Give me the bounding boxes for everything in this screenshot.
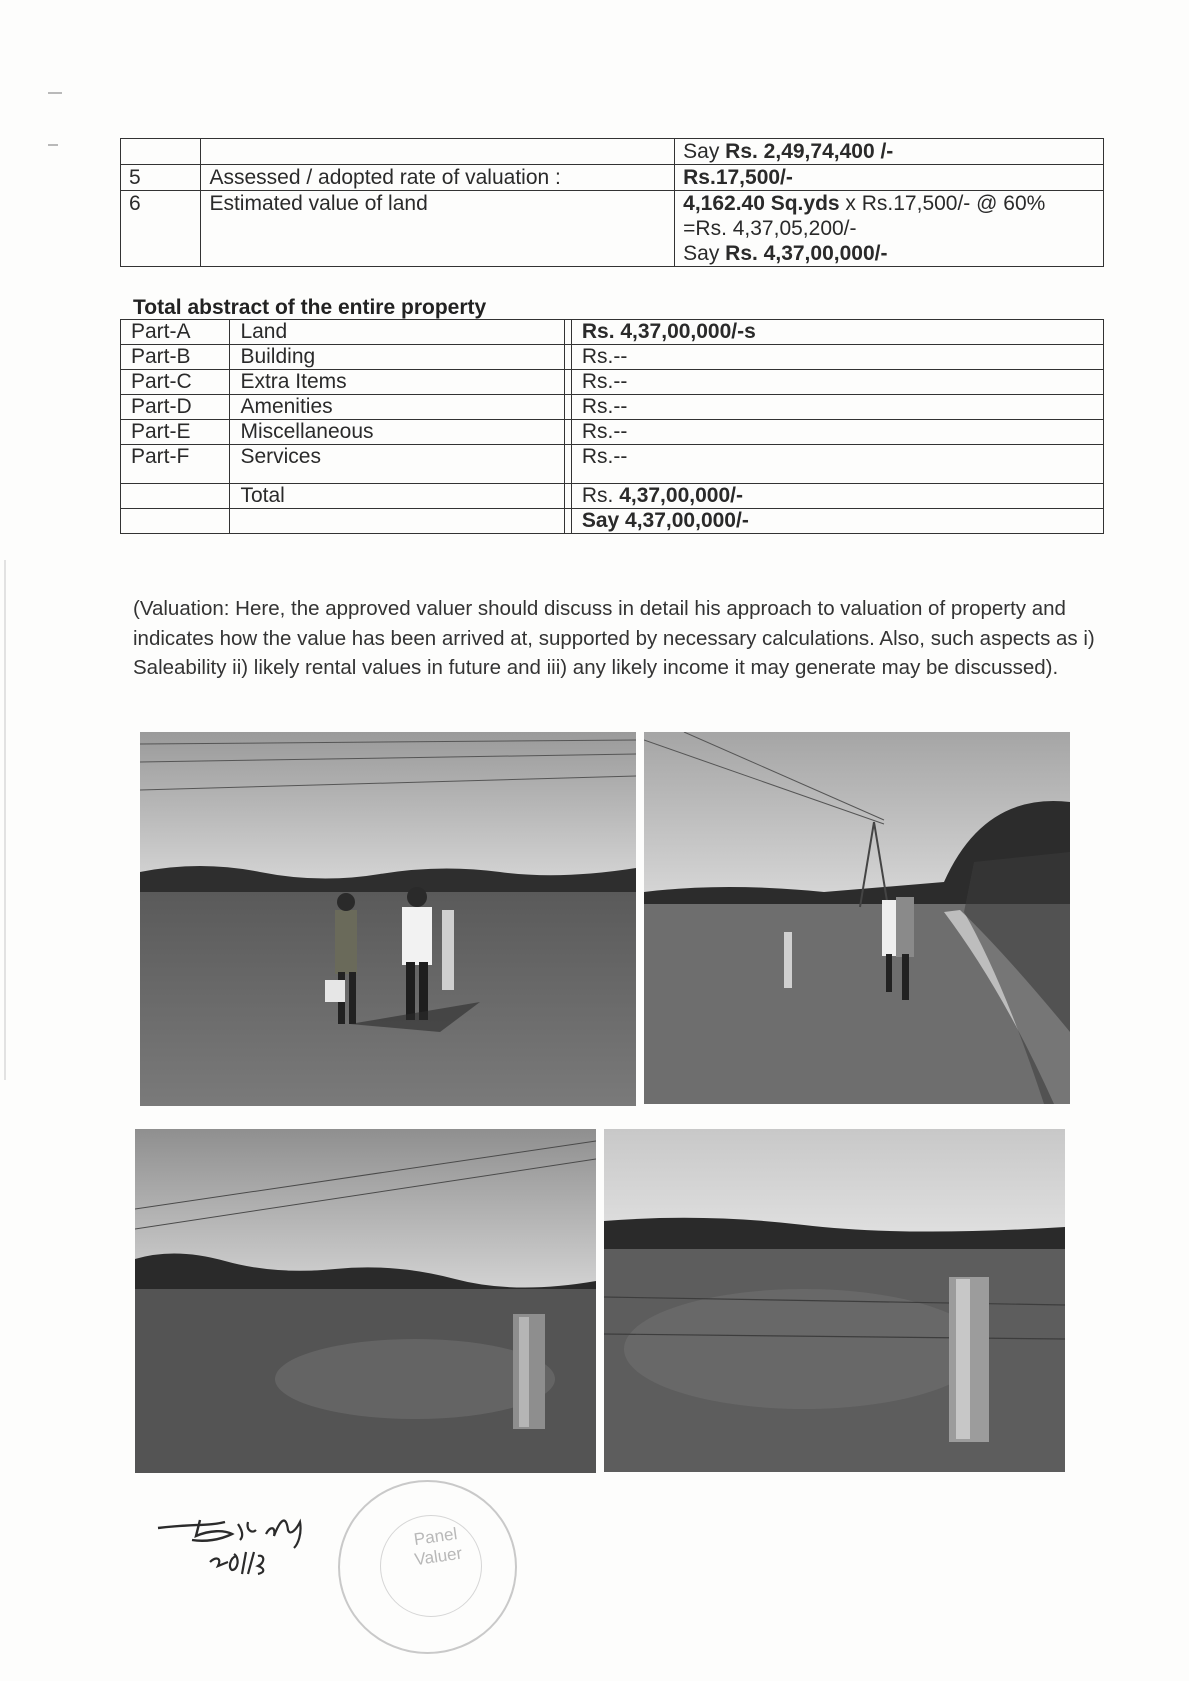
- total-label: Total: [230, 484, 565, 509]
- valuation-note: (Valuation: Here, the approved valuer should discuss in detail his approach to valuation of property and indicates how the value has been arrived at, supported by necessary calculations. Also, such aspects as i) Saleability ii) likely rental values in future and iii) any likely income it may generate may be discussed).: [133, 597, 1095, 679]
- part-code: Part-E: [121, 420, 230, 445]
- abstract-table: [120, 319, 1104, 534]
- part-name: Building: [230, 345, 565, 370]
- part-name: Land: [230, 320, 565, 345]
- part-value: Rs. 4,37,00,000/-s: [571, 320, 1103, 345]
- photo-site-field-post: [135, 1129, 596, 1473]
- abstract-title: Total abstract of the entire property: [133, 296, 487, 319]
- empty-cell: [121, 509, 230, 534]
- part-value: Rs.--: [571, 345, 1103, 370]
- row-value: Say Rs. 2,49,74,400 /-: [675, 139, 1104, 165]
- part-value: Rs.--: [571, 395, 1103, 420]
- say-value: Say 4,37,00,000/-: [571, 509, 1103, 534]
- table-row: [121, 139, 1104, 165]
- empty-cell: [230, 509, 565, 534]
- row-value: 4,162.40 Sq.yds x Rs.17,500/- @ 60% =Rs. 4,37,05,200/- Say Rs. 4,37,00,000/-: [675, 191, 1104, 267]
- photo-site-path: [644, 732, 1070, 1104]
- part-name: Amenities: [230, 395, 565, 420]
- row-value: Rs.17,500/-: [675, 165, 1104, 191]
- total-row: [121, 484, 1104, 509]
- part-value: Rs.--: [571, 370, 1103, 395]
- part-name: Miscellaneous: [230, 420, 565, 445]
- part-code: Part-F: [121, 445, 230, 484]
- part-code: Part-D: [121, 395, 230, 420]
- empty-cell: [121, 484, 230, 509]
- row-number: 6: [121, 191, 201, 267]
- row-number: [121, 139, 201, 165]
- table-row: [121, 345, 1104, 370]
- part-code: Part-B: [121, 345, 230, 370]
- part-name: Extra Items: [230, 370, 565, 395]
- stamp-text: Panel Valuer: [412, 1524, 464, 1570]
- photo-image: [140, 732, 636, 1106]
- row-description: Estimated value of land: [201, 191, 675, 267]
- table-row: [121, 165, 1104, 191]
- say-row: [121, 509, 1104, 534]
- part-code: Part-A: [121, 320, 230, 345]
- part-name: Services: [230, 445, 565, 484]
- table-row: [121, 191, 1104, 267]
- table-row: [121, 420, 1104, 445]
- table-row: [121, 370, 1104, 395]
- table-row: [121, 320, 1104, 345]
- part-value: Rs.--: [571, 420, 1103, 445]
- scan-speck: [48, 144, 58, 146]
- scan-edge: [4, 560, 6, 1080]
- row-description: Assessed / adopted rate of valuation :: [201, 165, 675, 191]
- table-row: [121, 445, 1104, 484]
- table-row: [121, 395, 1104, 420]
- total-value: Rs. 4,37,00,000/-: [571, 484, 1103, 509]
- row-description: [201, 139, 675, 165]
- valuation-table: [120, 138, 1104, 267]
- photo-image: [604, 1129, 1065, 1472]
- part-code: Part-C: [121, 370, 230, 395]
- scan-speck: [48, 92, 62, 94]
- photo-site-fence-post: [604, 1129, 1065, 1472]
- photo-image: [135, 1129, 596, 1473]
- part-value: Rs.--: [571, 445, 1103, 484]
- photo-site-two-men: [140, 732, 636, 1106]
- row-number: 5: [121, 165, 201, 191]
- photo-image: [644, 732, 1070, 1104]
